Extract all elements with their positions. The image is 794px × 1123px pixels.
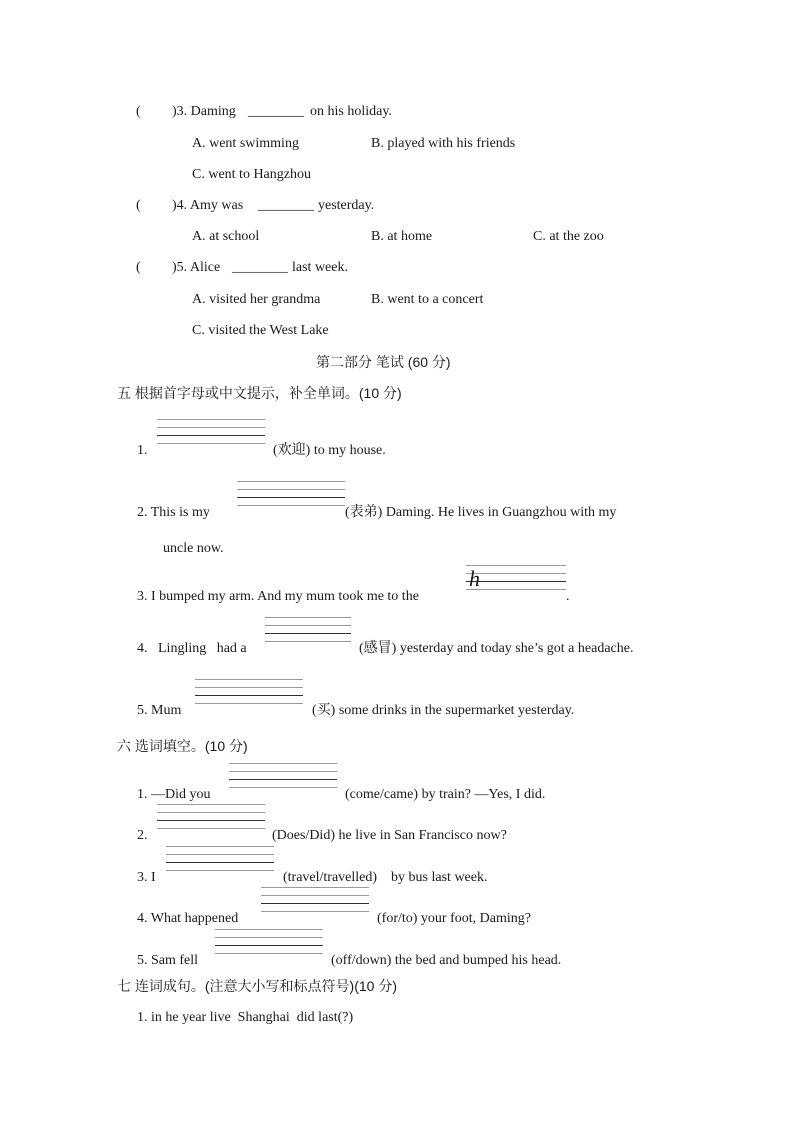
item-number-text: )3. Daming [172, 104, 236, 119]
part2-title: 第二部分 笔试 (60 分) [316, 354, 451, 370]
writing-lines[interactable] [466, 565, 566, 591]
answer-bracket[interactable]: ( [136, 198, 141, 213]
answer-bracket[interactable]: ( [136, 260, 141, 275]
question-text: 2. This is my [137, 505, 210, 520]
question-text: (for/to) your foot, Daming? [377, 911, 531, 926]
writing-lines[interactable] [195, 679, 303, 705]
question-text: 4. What happened [137, 911, 239, 926]
question-text: (买) some drinks in the supermarket yesterday. [312, 703, 575, 718]
writing-lines[interactable] [215, 929, 323, 955]
question-text: 5. Sam fell [137, 953, 199, 968]
initial-letter-hint: h [469, 566, 480, 591]
writing-lines[interactable] [157, 419, 265, 445]
question-text: 4. Lingling had a [137, 641, 247, 656]
option-a[interactable]: A. at school [192, 229, 260, 244]
section7-title: 七 连词成句。(注意大小写和标点符号)(10 分) [117, 978, 397, 994]
writing-lines[interactable] [229, 763, 337, 789]
option-b[interactable]: B. went to a concert [371, 292, 484, 307]
answer-blank[interactable]: ________ [258, 198, 314, 213]
question-number: 2. [137, 828, 148, 843]
option-b[interactable]: B. played with his friends [371, 136, 516, 151]
section5-title: 五 根据首字母或中文提示，补全单词。(10 分) [117, 385, 402, 401]
writing-lines[interactable] [261, 887, 369, 913]
question-text: (travel/travelled) by bus last week. [283, 870, 488, 885]
option-c[interactable]: C. visited the West Lake [192, 323, 329, 338]
option-a[interactable]: A. visited her grandma [192, 292, 321, 307]
item-number-text: )4. Amy was [172, 198, 244, 213]
question-text: (Does/Did) he live in San Francisco now? [272, 828, 507, 843]
s7-question-1: 1. in he year live Shanghai did last(?) [137, 1010, 354, 1025]
answer-bracket[interactable]: ( [136, 104, 141, 119]
writing-lines[interactable] [166, 846, 274, 872]
question-number: 1. [137, 443, 148, 458]
question-text: (come/came) by train? —Yes, I did. [345, 787, 546, 802]
answer-blank[interactable]: ________ [248, 104, 304, 119]
period: . [566, 589, 570, 604]
item-number-text: )5. Alice [172, 260, 221, 275]
question-text: 5. Mum [137, 703, 182, 718]
answer-blank[interactable]: ________ [232, 260, 288, 275]
item-text: last week. [292, 260, 348, 275]
option-a[interactable]: A. went swimming [192, 136, 299, 151]
option-c[interactable]: C. went to Hangzhou [192, 167, 311, 182]
question-text-continued: uncle now. [163, 541, 224, 556]
item-text: on his holiday. [310, 104, 392, 119]
question-text: 3. I [137, 870, 156, 885]
question-text: 3. I bumped my arm. And my mum took me to the [137, 589, 419, 604]
writing-lines[interactable] [157, 804, 265, 830]
option-c[interactable]: C. at the zoo [533, 229, 604, 244]
option-b[interactable]: B. at home [371, 229, 433, 244]
section6-title: 六 选词填空。(10 分) [117, 738, 248, 754]
writing-lines[interactable] [265, 617, 351, 643]
question-text: (表弟) Daming. He lives in Guangzhou with my [345, 505, 617, 520]
question-text: 1. —Did you [137, 787, 211, 802]
question-text: (off/down) the bed and bumped his head. [331, 953, 562, 968]
writing-lines[interactable] [237, 481, 345, 507]
question-text: (感冒) yesterday and today she’s got a headache. [359, 641, 634, 656]
item-text: yesterday. [318, 198, 375, 213]
question-text: (欢迎) to my house. [273, 443, 386, 458]
